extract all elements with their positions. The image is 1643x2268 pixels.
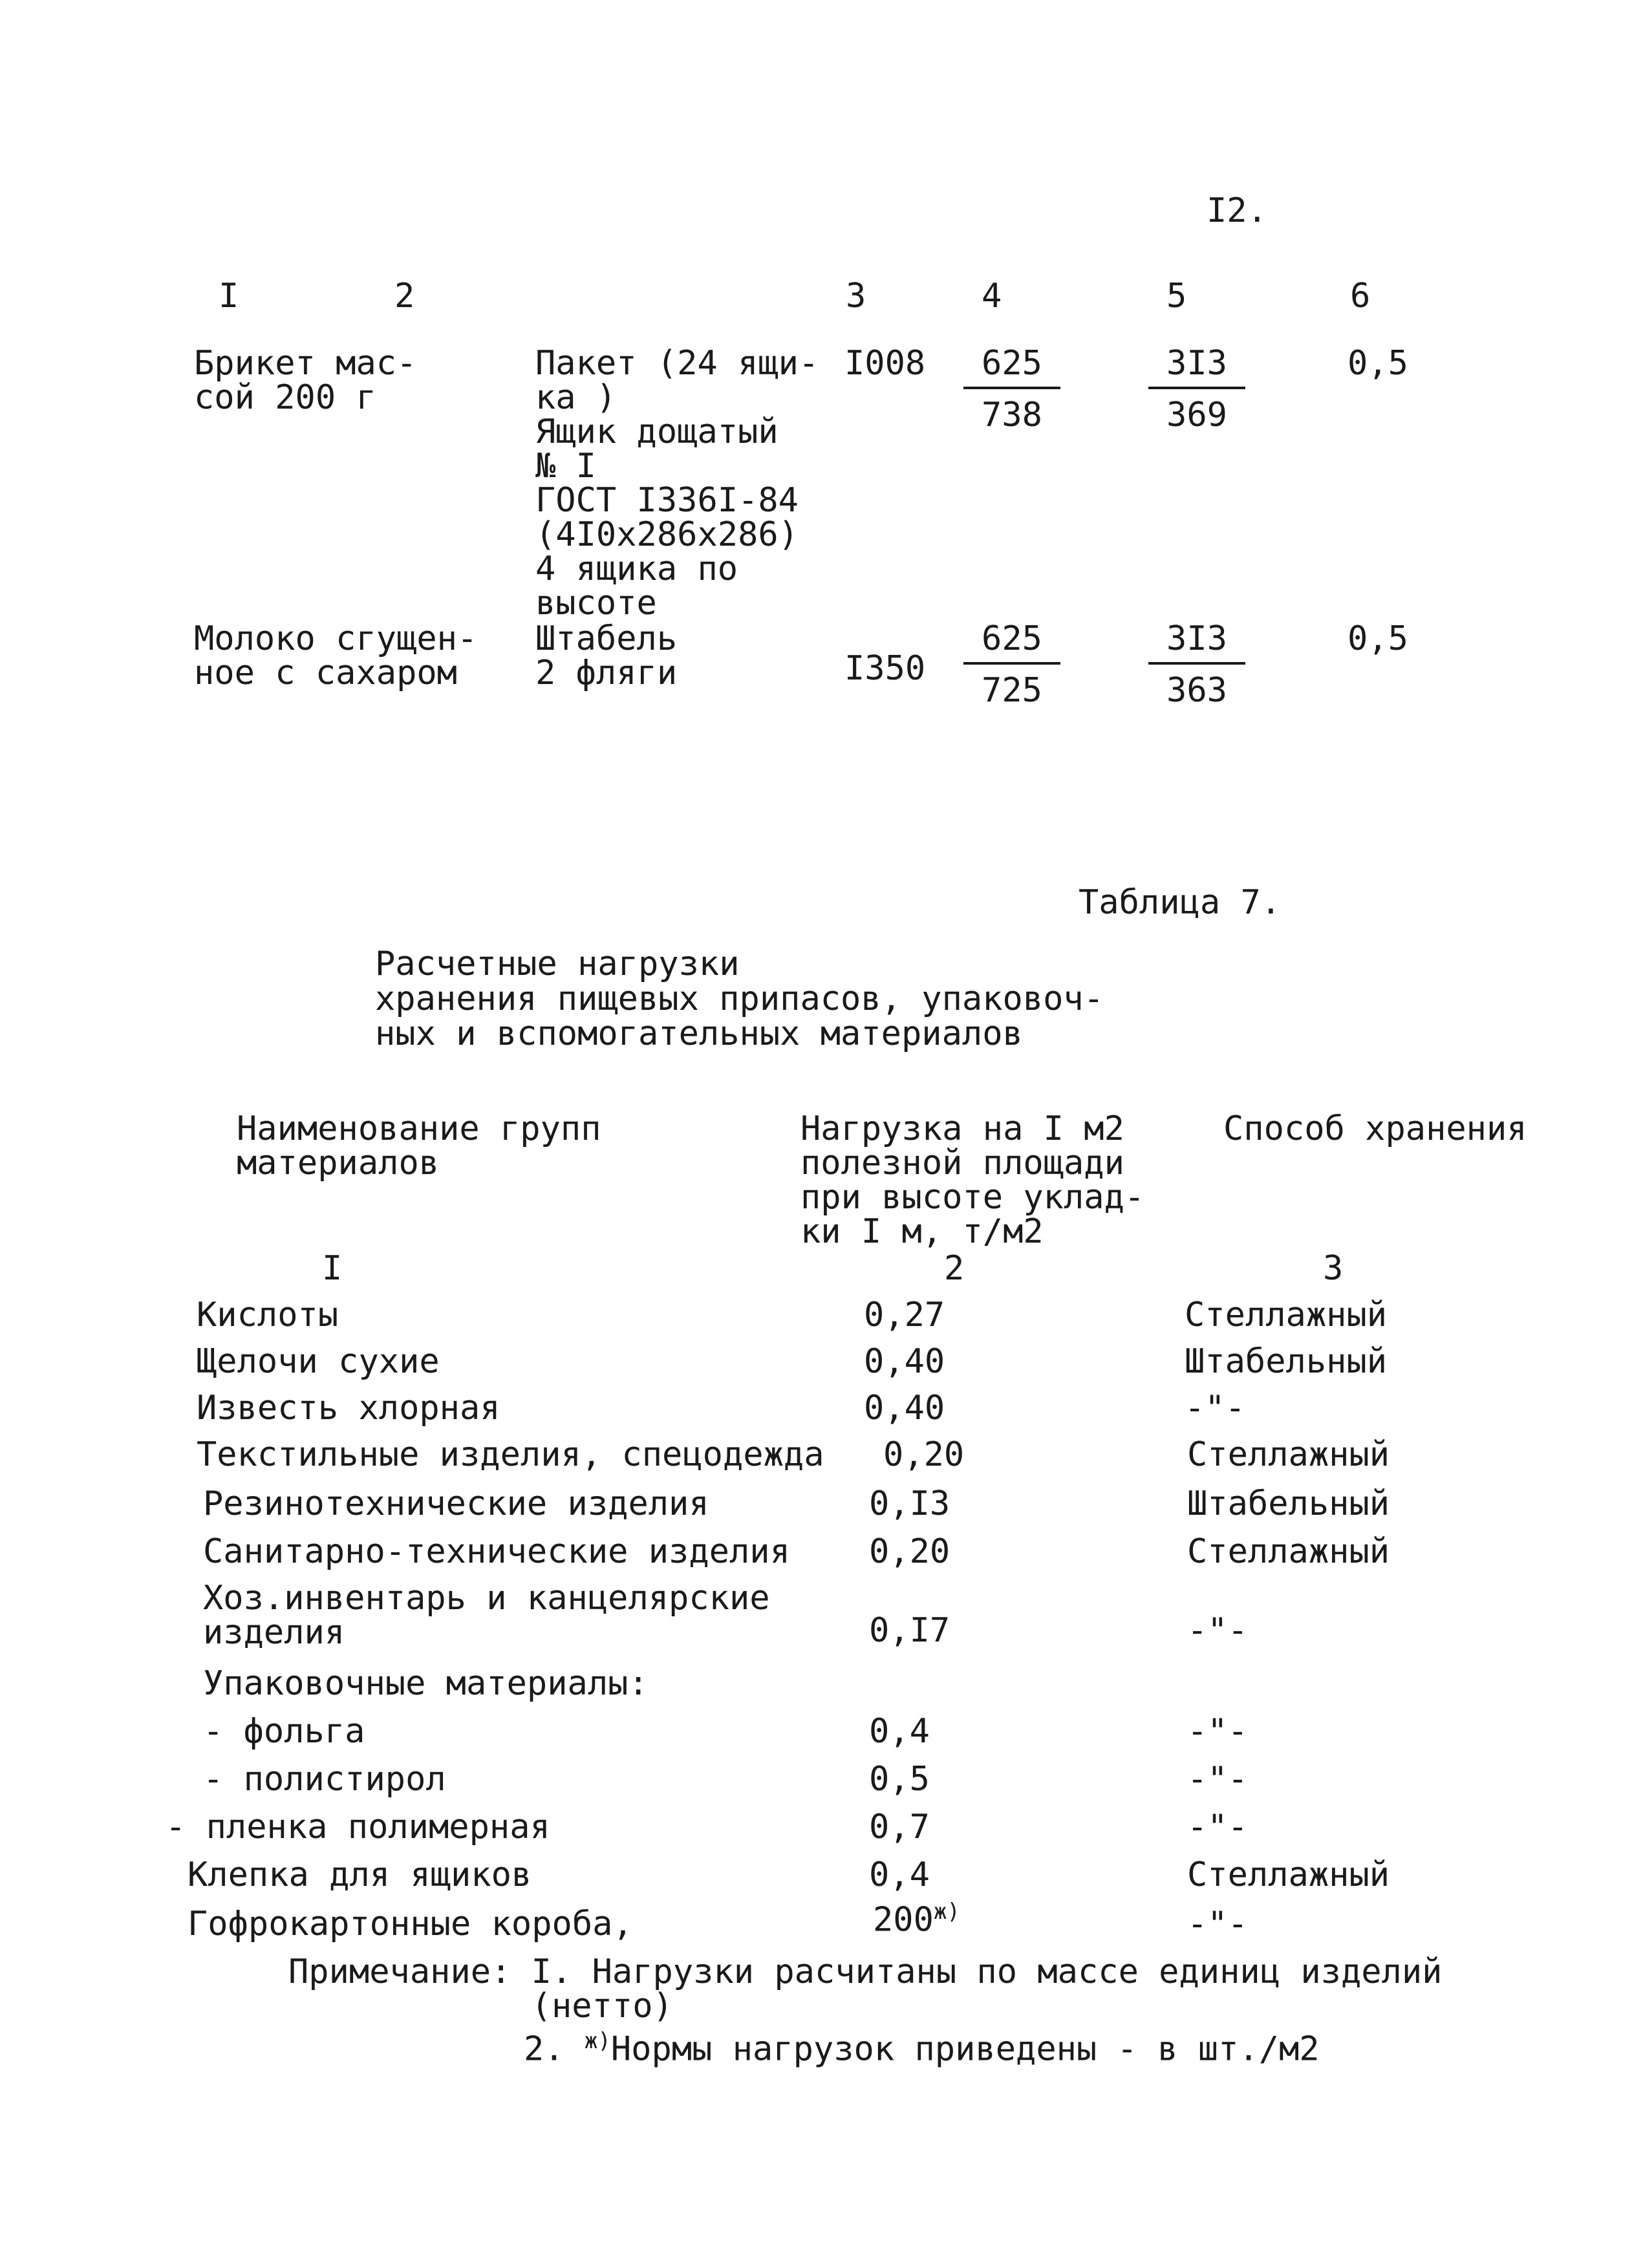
fraction-denominator: 725: [982, 671, 1042, 710]
fraction-numerator: 625: [982, 344, 1042, 383]
table-row-method: Штабельный: [1187, 1484, 1390, 1523]
table-row-load: 0,I3: [869, 1484, 950, 1523]
table-row-load: 0,4: [869, 1856, 930, 1894]
table-row-method: Стеллажный: [1187, 1435, 1390, 1474]
table-row-load: 0,5: [869, 1760, 930, 1799]
footnote-marker: ж): [933, 1899, 960, 1925]
page-number: I2.: [1207, 191, 1267, 230]
table-cell-value: 0,5: [1348, 344, 1408, 383]
table-row-name: Резинотехнические изделия: [203, 1484, 709, 1523]
table-row-method: Стеллажный: [1187, 1856, 1390, 1894]
note-2: [524, 2028, 1320, 2069]
table-row-load: 0,27: [864, 1296, 945, 1334]
column-header-name: Наименование групп материалов: [237, 1109, 601, 1182]
table-row-load: 0,I7: [869, 1611, 950, 1650]
fraction-denominator: 369: [1166, 396, 1227, 434]
fraction-numerator: 3I3: [1166, 344, 1227, 383]
load-value: 200: [873, 1900, 934, 1940]
note-2-prefix: 2.: [524, 2029, 585, 2069]
table-cell-value: I350: [844, 649, 926, 688]
table-row-load: 0,40: [864, 1342, 945, 1381]
table-row-name: Хоз.инвентарь и канцелярские изделия: [203, 1579, 770, 1652]
table-cell-product: Молоко сгущен- ное с сахаром: [194, 619, 478, 692]
column-number: I: [322, 1249, 343, 1288]
table-row-load: 0,40: [864, 1389, 945, 1428]
fraction-denominator: 738: [982, 396, 1042, 434]
table-row-load: 0,20: [883, 1435, 965, 1474]
table-row-method: Стеллажный: [1187, 1532, 1390, 1571]
column-header-method: Способ хранения: [1223, 1109, 1527, 1148]
note-2-text: Нормы нагрузок приведены - в шт./м2: [610, 2029, 1320, 2069]
fraction-bar: [963, 662, 1060, 665]
table-row-name: Известь хлорная: [197, 1389, 500, 1428]
column-number: 6: [1350, 277, 1371, 316]
table-cell-value: I008: [844, 344, 926, 383]
table-row-method: -"-: [1187, 1611, 1248, 1650]
table-row-load: 0,7: [869, 1808, 930, 1846]
fraction-bar: [1148, 662, 1245, 665]
table-row-method: -"-: [1187, 1905, 1248, 1943]
table-row-name: Гофрокартонные короба,: [188, 1905, 633, 1943]
column-number: 3: [846, 277, 866, 316]
footnote-marker: ж): [584, 2028, 611, 2054]
table-cell-value: 0,5: [1348, 619, 1408, 658]
fraction-bar: [1148, 387, 1245, 389]
table-cell-packaging: Пакет (24 ящи- ка ) Ящик дощатый № I ГОСТ I336I-84 (4I0х286х286) 4 ящика по высоте: [535, 344, 819, 623]
column-number: 2: [944, 1249, 965, 1288]
fraction-cell: [963, 344, 1060, 434]
table-row-name: Санитарно-технические изделия: [203, 1532, 790, 1571]
table-row-method: Стеллажный: [1185, 1296, 1388, 1334]
table-row-method: -"-: [1187, 1760, 1248, 1799]
fraction-numerator: 3I3: [1166, 619, 1227, 658]
table-row-name: - полистирол: [203, 1760, 446, 1799]
table-row-load: 0,20: [869, 1532, 950, 1571]
table-row-name: Кислоты: [197, 1296, 339, 1334]
fraction-denominator: 363: [1166, 671, 1227, 710]
table-row-name: Клепка для ящиков: [188, 1856, 532, 1894]
table-row-name: Упаковочные материалы:: [203, 1664, 649, 1703]
table-label: Таблица 7.: [1079, 883, 1282, 922]
table-row-method: Штабельный: [1185, 1342, 1388, 1381]
table-row-name: - пленка полимерная: [166, 1808, 550, 1846]
column-number: 4: [982, 277, 1002, 316]
table-row-name: Щелочи сухие: [197, 1342, 440, 1381]
fraction-numerator: 625: [982, 619, 1042, 658]
table-row-method: -"-: [1187, 1712, 1248, 1751]
fraction-cell: [1148, 619, 1245, 710]
column-number: 5: [1166, 277, 1187, 316]
note-1: Примечание: I. Нагрузки расчитаны по массе единиц изделий (нетто): [288, 1952, 1443, 2026]
fraction-cell: [1148, 344, 1245, 434]
column-number: 3: [1323, 1249, 1344, 1288]
column-number: 2: [394, 277, 415, 316]
table-row-load: [873, 1899, 960, 1940]
column-number: I: [219, 277, 239, 316]
table-row-load: 0,4: [869, 1712, 930, 1751]
column-header-load: Нагрузка на I м2 полезной площади при высоте уклад- ки I м, т/м2: [800, 1109, 1145, 1251]
table-row-method: -"-: [1187, 1808, 1248, 1846]
table-cell-packaging: Штабель 2 фляги: [535, 619, 678, 692]
fraction-cell: [963, 619, 1060, 710]
table-row-method: -"-: [1185, 1389, 1245, 1428]
table-row-name: - фольга: [203, 1712, 365, 1751]
table-cell-product: Брикет мас- сой 200 г: [194, 344, 417, 417]
table-row-name: Текстильные изделия, спецодежда: [197, 1435, 824, 1474]
fraction-bar: [963, 387, 1060, 389]
table-title: Расчетные нагрузки хранения пищевых припасов, упаковоч- ных и вспомогательных материалов: [375, 945, 1104, 1053]
